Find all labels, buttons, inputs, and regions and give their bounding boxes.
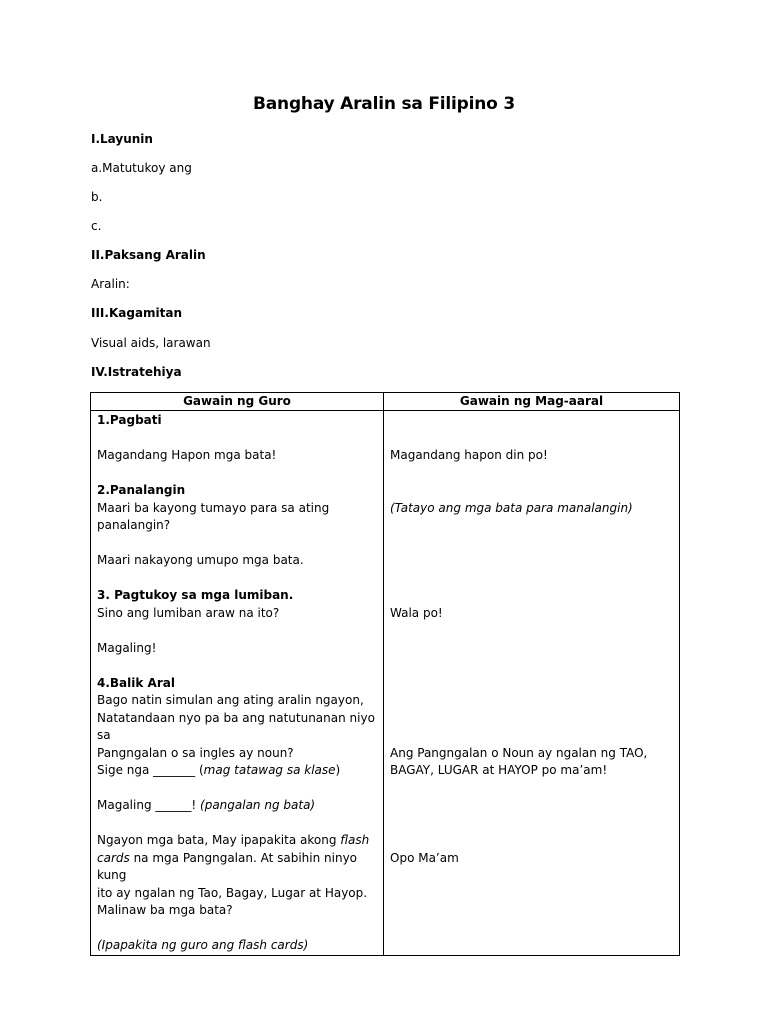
guro-column bbox=[91, 411, 384, 956]
sige-text-italic: mag tatawag sa klase bbox=[203, 763, 336, 777]
flash-line-1-italic: flash bbox=[340, 833, 370, 847]
ipapakita-line: (Ipapakita ng guro ang flash cards) bbox=[97, 938, 309, 952]
tatayo-line: (Tatayo ang mga bata para manalangin) bbox=[390, 500, 633, 515]
sige-nga-line bbox=[97, 762, 377, 780]
balik-aral-line-1: Bago natin simulan ang ating aralin ngayon, bbox=[97, 693, 364, 707]
balik-aral-line-3: Pangngalan o sa ingles ay noun? bbox=[97, 745, 294, 760]
header-gawain-magaaral: Gawain ng Mag-aaral bbox=[384, 393, 680, 411]
magaaral-column bbox=[384, 411, 680, 956]
objective-b: b. bbox=[91, 190, 103, 204]
flash-line-1 bbox=[97, 832, 377, 850]
flash-line-3: ito ay ngalan ng Tao, Bagay, Lugar at Hayop. bbox=[97, 885, 368, 900]
section-layunin: I.Layunin bbox=[91, 132, 153, 146]
flash-line-4: Malinaw ba mga bata? bbox=[97, 903, 233, 917]
section-kagamitan: III.Kagamitan bbox=[91, 306, 183, 320]
flash-line-2-text: na mga Pangngalan. At sabihin ninyo kung bbox=[97, 850, 358, 882]
table-header-row bbox=[91, 393, 680, 411]
lumiban-question: Sino ang lumiban araw na ito? bbox=[97, 605, 280, 620]
pagbati-heading: 1.Pagbati bbox=[97, 413, 162, 427]
sige-text-a: Sige nga _______ ( bbox=[97, 763, 204, 777]
lumiban-heading: 3. Pagtukoy sa mga lumiban. bbox=[97, 588, 294, 602]
flash-line-2 bbox=[97, 850, 377, 885]
noun-reply-line-1: Ang Pangngalan o Noun ay ngalan ng TAO, bbox=[390, 745, 648, 760]
balik-aral-line-2: Natatandaan nyo pa ba ang natutunanan niyo sa bbox=[97, 710, 375, 742]
noun-reply-line-2: BAGAY, LUGAR at HAYOP po ma’am! bbox=[390, 763, 608, 777]
aralin-label: Aralin: bbox=[91, 277, 130, 291]
greeting-reply: Magandang hapon din po! bbox=[390, 448, 548, 462]
panalangin-line-1: Maari ba kayong tumayo para sa ating bbox=[97, 500, 330, 515]
pagbati-greeting: Magandang Hapon mga bata! bbox=[97, 448, 277, 462]
magaling-name-italic: (pangalan ng bata) bbox=[200, 798, 316, 812]
opo-maam-line: Opo Ma’am bbox=[390, 850, 459, 865]
wala-po-line: Wala po! bbox=[390, 605, 443, 620]
section-paksang-aralin: II.Paksang Aralin bbox=[91, 248, 206, 262]
umupo-line: Maari nakayong umupo mga bata. bbox=[97, 553, 304, 567]
panalangin-heading: 2.Panalangin bbox=[97, 483, 186, 497]
magaling-line: Magaling! bbox=[97, 640, 157, 655]
flash-line-1-text: Ngayon mga bata, May ipapakita akong bbox=[97, 833, 341, 847]
magaling-name-line bbox=[97, 797, 377, 815]
kagamitan-items: Visual aids, larawan bbox=[91, 336, 211, 350]
document-title: Banghay Aralin sa Filipino 3 bbox=[253, 94, 515, 114]
balik-aral-heading: 4.Balik Aral bbox=[97, 675, 175, 690]
sige-text-b: ) bbox=[335, 763, 341, 777]
section-istratehiya: IV.Istratehiya bbox=[91, 365, 182, 379]
header-gawain-guro: Gawain ng Guro bbox=[91, 393, 384, 411]
objective-a: a.Matutukoy ang bbox=[91, 161, 192, 175]
magaling-name-text: Magaling ______! bbox=[97, 798, 201, 812]
lesson-plan-table bbox=[90, 392, 680, 956]
panalangin-line-2: panalangin? bbox=[97, 518, 171, 532]
objective-c: c. bbox=[91, 219, 102, 233]
flash-line-2-italic: cards bbox=[97, 850, 130, 865]
table-row bbox=[91, 411, 680, 956]
